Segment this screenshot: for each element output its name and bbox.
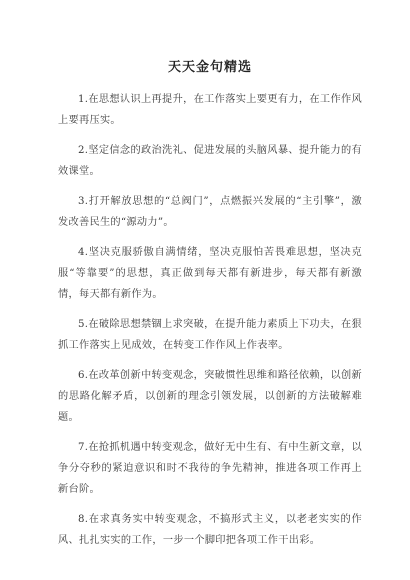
paragraph-4: 4.坚决克服骄傲自满情绪，坚决克服怕苦畏难思想，坚决克服“等靠要”的思想，真正做到每天都有新进步，每天都有新激情，每天都有新作为。 [58, 247, 362, 300]
paragraph-6: 6.在改革创新中转变观念，突破惯性思维和路径依赖，以创新的思路化解矛盾，以创新的理念引领发展，以创新的方法破解难题。 [58, 370, 362, 423]
paragraph-2: 2.坚定信念的政治洗礼、促进发展的头脑风暴、提升能力的有效课堂。 [58, 145, 362, 177]
paragraph-5: 5.在破除思想禁锢上求突破，在提升能力素质上下功夫，在狠抓工作落实上见成效，在转变工作作风上作表率。 [58, 319, 362, 351]
paragraph-3: 3.打开解放思想的“总阀门”，点燃振兴发展的“主引擎”，激发改善民生的“源动力”。 [58, 196, 362, 228]
paragraph-7: 7.在抢抓机遇中转变观念，做好无中生有、有中生新文章，以争分夺秒的紧迫意识和时不我待的争先精神，推进各项工作再上新台阶。 [58, 442, 362, 495]
paragraph-1: 1.在思想认识上再提升，在工作落实上要更有力，在工作作风上要再压实。 [58, 94, 362, 126]
document-title: 天天金句精选 [167, 60, 252, 75]
paragraph-8: 8.在求真务实中转变观念，不搞形式主义，以老老实实的作风、扎扎实实的工作，一步一个脚印把各项工作干出彩。 [58, 514, 362, 546]
